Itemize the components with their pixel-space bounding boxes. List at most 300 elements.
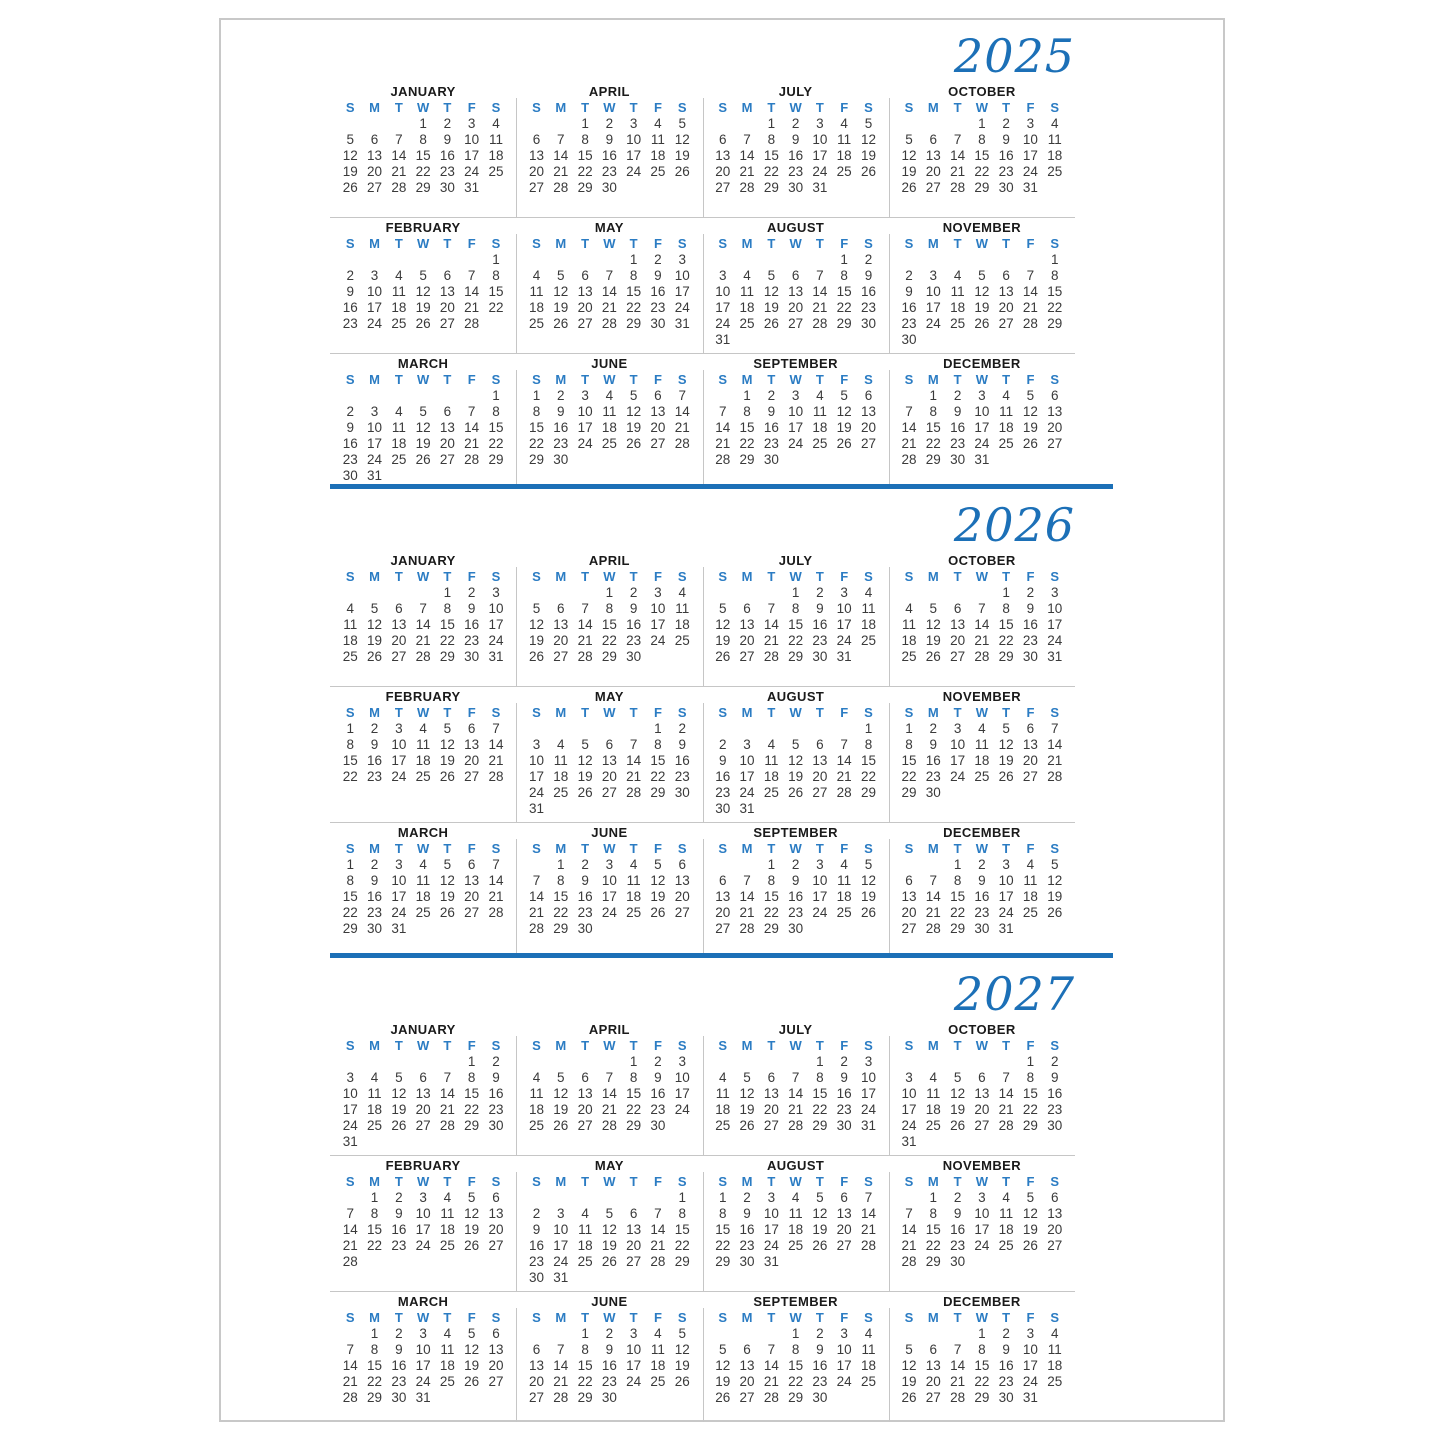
day-cell: 5	[905, 132, 913, 147]
day-cell: 30	[1022, 649, 1038, 664]
day-cell: 3	[419, 1190, 427, 1205]
day-cell: 10	[367, 284, 383, 299]
day-cell: 5	[605, 1206, 614, 1221]
weekday-letter: S	[864, 1038, 873, 1053]
month-2025-april	[516, 82, 702, 217]
weekday-letter: W	[789, 1310, 802, 1325]
day-cell: 27	[577, 316, 593, 331]
day-cell: 16	[860, 284, 876, 299]
empty-cell	[549, 252, 573, 268]
month-grid	[897, 1310, 1067, 1406]
weekday-letter: T	[953, 705, 962, 720]
day-cell: 12	[626, 404, 642, 419]
day-cell: 5	[443, 721, 452, 736]
weekday-letter: T	[394, 100, 403, 115]
day-cell: 25	[439, 1238, 455, 1253]
weekday-letter: F	[840, 100, 849, 115]
day-cell: 6	[905, 873, 913, 888]
day-cell: 17	[739, 769, 755, 784]
day-cell: 12	[715, 1358, 731, 1373]
day-cell: 7	[905, 404, 913, 419]
day-cell: 1	[767, 116, 776, 131]
day-cell: 21	[650, 1238, 666, 1253]
day-cell: 6	[467, 721, 476, 736]
day-cell: 23	[788, 164, 804, 179]
day-cell: 19	[553, 1102, 569, 1117]
day-cell: 15	[674, 1222, 690, 1237]
day-cell: 11	[861, 1342, 876, 1357]
day-cell: 30	[367, 921, 383, 936]
empty-cell	[759, 1326, 783, 1342]
weekday-letter: W	[789, 569, 802, 584]
empty-cell	[921, 1326, 945, 1342]
empty-cell	[524, 1326, 548, 1342]
day-cell: 10	[836, 1342, 852, 1357]
day-cell: 24	[464, 164, 480, 179]
day-cell: 26	[650, 905, 666, 920]
day-cell: 8	[864, 737, 873, 752]
day-cell: 2	[929, 721, 938, 736]
day-cell: 24	[626, 1374, 642, 1389]
day-cell: 15	[763, 148, 779, 163]
day-cell: 20	[788, 300, 804, 315]
weekday-letter: M	[369, 841, 380, 856]
weekday-letter: W	[416, 1174, 430, 1189]
day-cell: 6	[1050, 388, 1059, 403]
empty-cell	[970, 585, 994, 601]
day-cell: 28	[812, 316, 828, 331]
day-cell: 7	[605, 1070, 614, 1085]
day-cell: 31	[674, 316, 690, 331]
day-cell: 23	[488, 1102, 504, 1117]
months-row-2	[330, 1156, 1075, 1292]
day-cell: 3	[719, 268, 727, 283]
day-cell: 24	[950, 769, 966, 784]
day-cell: 2	[905, 268, 913, 283]
day-cell: 16	[342, 300, 358, 315]
empty-cell	[897, 116, 921, 132]
day-cell: 14	[626, 753, 642, 768]
month-grid	[711, 1174, 881, 1270]
weekday-letter: S	[491, 1310, 501, 1325]
day-cell: 3	[557, 1206, 565, 1221]
day-cell: 29	[674, 1254, 690, 1269]
month-2027-december	[889, 1292, 1075, 1422]
empty-cell	[921, 1054, 945, 1070]
day-cell: 10	[674, 268, 690, 283]
empty-cell	[460, 252, 484, 268]
day-cell: 4	[929, 1070, 938, 1085]
day-cell: 29	[739, 452, 755, 467]
month-title: JANUARY	[390, 84, 456, 99]
day-cell: 18	[715, 1102, 731, 1117]
weekday-letter: F	[840, 841, 849, 856]
day-cell: 1	[791, 585, 800, 600]
day-cell: 9	[605, 1342, 614, 1357]
weekday-letter: T	[953, 372, 962, 387]
day-cell: 3	[370, 268, 379, 283]
day-cell: 4	[654, 1326, 662, 1341]
day-cell: 29	[1047, 316, 1063, 331]
day-cell: 2	[816, 585, 824, 600]
weekday-letter: W	[975, 372, 988, 387]
day-cell: 9	[816, 1342, 824, 1357]
day-cell: 19	[626, 420, 642, 435]
day-cell: 15	[367, 1358, 383, 1373]
day-cell: 1	[678, 1190, 686, 1205]
day-cell: 17	[391, 753, 407, 768]
month-title: JUNE	[591, 1294, 628, 1309]
day-cell: 20	[1047, 1222, 1063, 1237]
empty-cell	[338, 1054, 362, 1070]
weekday-letter: F	[840, 1174, 849, 1189]
day-cell: 27	[391, 649, 407, 664]
day-cell: 19	[342, 164, 358, 179]
weekday-letter: T	[767, 1310, 776, 1325]
day-cell: 20	[439, 300, 455, 315]
weekday-letter: T	[815, 1310, 824, 1325]
month-2027-april	[516, 1020, 702, 1155]
weekday-letter: F	[840, 705, 849, 720]
weekday-letter: S	[532, 841, 541, 856]
day-cell: 27	[950, 649, 966, 664]
day-cell: 19	[674, 1358, 690, 1373]
day-cell: 31	[974, 452, 990, 467]
day-cell: 29	[715, 1254, 731, 1269]
day-cell: 6	[743, 601, 751, 616]
day-cell: 28	[342, 1390, 358, 1405]
day-cell: 22	[650, 769, 666, 784]
weekday-letter: T	[815, 569, 824, 584]
day-cell: 29	[577, 180, 593, 195]
day-cell: 28	[464, 316, 480, 331]
weekday-letter: F	[1026, 1174, 1035, 1189]
weekday-letter: T	[581, 1038, 590, 1053]
day-cell: 21	[739, 905, 755, 920]
empty-cell	[573, 585, 597, 601]
weekday-letter: W	[603, 100, 616, 115]
day-cell: 11	[715, 1086, 730, 1101]
day-cell: 9	[654, 268, 662, 283]
day-cell: 28	[464, 452, 480, 467]
weekday-letter: S	[677, 236, 687, 251]
month-2025-june	[516, 354, 702, 484]
day-cell: 16	[391, 1222, 407, 1237]
empty-cell	[897, 388, 921, 404]
empty-cell	[387, 585, 411, 601]
day-cell: 5	[816, 1190, 824, 1205]
day-cell: 9	[1002, 132, 1010, 147]
day-cell: 18	[342, 633, 358, 648]
day-cell: 27	[464, 905, 480, 920]
month-title: MAY	[594, 689, 624, 704]
day-cell: 30	[601, 1390, 617, 1405]
day-cell: 27	[415, 1118, 431, 1133]
weekday-letter: S	[677, 1174, 687, 1189]
day-cell: 24	[925, 316, 941, 331]
empty-cell	[711, 116, 735, 132]
day-cell: 15	[788, 1358, 804, 1373]
day-cell: 1	[905, 721, 913, 736]
day-cell: 16	[974, 889, 990, 904]
weekday-letter: M	[555, 372, 567, 387]
month-grid	[897, 372, 1067, 468]
day-cell: 19	[715, 633, 731, 648]
weekday-letter: F	[653, 841, 662, 856]
day-cell: 18	[1047, 1358, 1063, 1373]
day-cell: 17	[415, 1222, 431, 1237]
day-cell: 9	[346, 420, 355, 435]
day-cell: 15	[1022, 1086, 1038, 1101]
weekday-letter: W	[416, 236, 430, 251]
day-cell: 5	[1050, 857, 1059, 872]
day-cell: 27	[715, 921, 731, 936]
day-cell: 30	[788, 180, 804, 195]
empty-cell	[970, 252, 994, 268]
day-cell: 12	[1022, 1206, 1038, 1221]
day-cell: 28	[415, 649, 431, 664]
weekday-letter: S	[677, 569, 687, 584]
empty-cell	[362, 116, 386, 132]
day-cell: 30	[836, 1118, 852, 1133]
day-cell: 10	[529, 753, 545, 768]
month-title: DECEMBER	[943, 356, 1021, 371]
day-cell: 28	[763, 1390, 779, 1405]
weekday-letter: S	[1050, 1038, 1060, 1053]
weekday-letter: W	[975, 100, 988, 115]
day-cell: 1	[791, 1326, 800, 1341]
day-cell: 1	[467, 1054, 476, 1069]
day-cell: 7	[678, 388, 686, 403]
day-cell: 9	[929, 737, 938, 752]
day-cell: 27	[901, 921, 917, 936]
day-cell: 18	[998, 1222, 1014, 1237]
weekday-letter: S	[345, 236, 355, 251]
weekday-letter: T	[629, 841, 638, 856]
empty-cell	[597, 721, 621, 737]
day-cell: 9	[953, 1206, 962, 1221]
month-grid	[711, 569, 881, 665]
months-row-2	[330, 218, 1075, 354]
day-cell: 24	[650, 633, 666, 648]
day-cell: 23	[739, 1238, 755, 1253]
day-cell: 26	[415, 452, 431, 467]
day-cell: 27	[974, 1118, 990, 1133]
day-cell: 11	[578, 1222, 593, 1237]
day-cell: 1	[629, 252, 638, 267]
day-cell: 24	[391, 905, 407, 920]
day-cell: 26	[836, 436, 852, 451]
weekday-letter: F	[840, 236, 849, 251]
day-cell: 28	[1022, 316, 1038, 331]
day-cell: 5	[346, 132, 355, 147]
weekday-letter: T	[815, 1174, 824, 1189]
day-cell: 15	[439, 617, 455, 632]
day-cell: 22	[529, 436, 545, 451]
weekday-letter: S	[864, 841, 873, 856]
empty-cell	[362, 585, 386, 601]
day-cell: 30	[950, 452, 966, 467]
day-cell: 14	[488, 737, 504, 752]
day-cell: 20	[529, 164, 545, 179]
day-cell: 19	[860, 889, 876, 904]
day-cell: 3	[791, 388, 800, 403]
day-cell: 6	[532, 132, 541, 147]
month-2026-september	[703, 823, 889, 953]
day-cell: 15	[1047, 284, 1063, 299]
month-grid	[524, 841, 694, 937]
day-cell: 30	[601, 180, 617, 195]
day-cell: 4	[395, 404, 403, 419]
empty-cell	[338, 116, 362, 132]
day-cell: 10	[601, 873, 617, 888]
day-cell: 27	[1022, 769, 1038, 784]
day-cell: 25	[601, 436, 617, 451]
month-title: FEBRUARY	[385, 1158, 461, 1173]
day-cell: 18	[836, 148, 852, 163]
day-cell: 29	[464, 1118, 480, 1133]
weekday-letter: F	[1026, 1038, 1035, 1053]
day-cell: 19	[998, 753, 1014, 768]
empty-cell	[711, 1326, 735, 1342]
day-cell: 29	[439, 649, 455, 664]
day-cell: 23	[788, 905, 804, 920]
day-cell: 14	[464, 284, 480, 299]
day-cell: 19	[464, 1222, 480, 1237]
weekday-letter: T	[815, 100, 824, 115]
day-cell: 24	[367, 452, 383, 467]
day-cell: 28	[650, 1254, 666, 1269]
day-cell: 27	[836, 1238, 852, 1253]
day-cell: 18	[950, 300, 966, 315]
day-cell: 29	[626, 1118, 642, 1133]
month-2027-november	[889, 1156, 1075, 1291]
day-cell: 23	[860, 300, 876, 315]
day-cell: 8	[678, 1206, 686, 1221]
day-cell: 8	[1026, 1070, 1035, 1085]
month-title: MARCH	[397, 1294, 449, 1309]
day-cell: 4	[978, 721, 986, 736]
day-cell: 20	[739, 633, 755, 648]
empty-cell	[387, 1054, 411, 1070]
day-cell: 16	[998, 148, 1014, 163]
day-cell: 24	[601, 905, 617, 920]
day-cell: 4	[678, 585, 686, 600]
day-cell: 25	[650, 164, 666, 179]
weekday-letter: T	[1002, 1310, 1011, 1325]
day-cell: 15	[860, 753, 876, 768]
weekday-letter: T	[953, 1174, 962, 1189]
month-2025-may	[516, 218, 702, 353]
day-cell: 6	[492, 1326, 500, 1341]
day-cell: 6	[492, 1190, 500, 1205]
day-cell: 3	[532, 737, 541, 752]
month-grid	[524, 372, 694, 468]
month-title: NOVEMBER	[942, 220, 1022, 235]
day-cell: 31	[715, 332, 731, 347]
day-cell: 18	[415, 753, 431, 768]
day-cell: 29	[998, 649, 1014, 664]
day-cell: 14	[901, 1222, 917, 1237]
weekday-letter: S	[864, 569, 873, 584]
day-cell: 24	[974, 1238, 990, 1253]
day-cell: 17	[367, 300, 383, 315]
day-cell: 25	[529, 316, 545, 331]
day-cell: 10	[415, 1206, 431, 1221]
day-cell: 25	[391, 452, 407, 467]
day-cell: 13	[998, 284, 1014, 299]
year-heading: 2026	[953, 498, 1075, 553]
day-cell: 22	[415, 164, 431, 179]
day-cell: 9	[370, 873, 379, 888]
day-cell: 26	[553, 1118, 569, 1133]
day-cell: 8	[605, 601, 614, 616]
empty-cell	[524, 1054, 548, 1070]
day-cell: 12	[464, 1342, 480, 1357]
day-cell: 1	[719, 1190, 727, 1205]
day-cell: 3	[929, 268, 938, 283]
empty-cell	[759, 585, 783, 601]
day-cell: 27	[577, 1118, 593, 1133]
day-cell: 10	[739, 753, 755, 768]
day-cell: 10	[925, 284, 941, 299]
day-cell: 9	[370, 737, 379, 752]
day-cell: 21	[925, 905, 941, 920]
day-cell: 21	[488, 753, 504, 768]
day-cell: 30	[1047, 1118, 1063, 1133]
weekday-letter: T	[767, 705, 776, 720]
day-cell: 20	[626, 1238, 642, 1253]
weekday-letter: W	[603, 841, 616, 856]
weekday-letter: S	[718, 705, 728, 720]
weekday-letter: S	[1050, 569, 1060, 584]
day-cell: 20	[488, 1358, 504, 1373]
day-cell: 7	[467, 404, 476, 419]
day-cell: 24	[998, 905, 1014, 920]
day-cell: 5	[1026, 388, 1035, 403]
day-cell: 11	[837, 132, 852, 147]
day-cell: 15	[763, 889, 779, 904]
day-cell: 21	[488, 889, 504, 904]
day-cell: 16	[998, 1358, 1014, 1373]
weekday-letter: M	[927, 236, 939, 251]
weekday-letter: T	[1002, 569, 1011, 584]
weekday-letter: S	[718, 569, 728, 584]
day-cell: 3	[629, 1326, 638, 1341]
month-grid	[524, 1310, 694, 1406]
day-cell: 11	[343, 617, 358, 632]
month-2025-august	[703, 218, 889, 353]
day-cell: 21	[415, 633, 431, 648]
day-cell: 31	[739, 801, 755, 816]
day-cell: 24	[391, 769, 407, 784]
weekday-letter: W	[789, 1174, 802, 1189]
day-cell: 10	[391, 737, 407, 752]
empty-cell	[921, 252, 945, 268]
weekday-letter: S	[718, 1310, 728, 1325]
day-cell: 27	[715, 180, 731, 195]
day-cell: 10	[788, 404, 804, 419]
day-cell: 4	[581, 1206, 589, 1221]
weekday-letter: T	[1002, 1174, 1011, 1189]
weekday-letter: S	[532, 1038, 541, 1053]
month-grid	[897, 841, 1067, 937]
day-cell: 2	[719, 737, 727, 752]
day-cell: 11	[740, 284, 755, 299]
day-cell: 14	[415, 617, 431, 632]
weekday-letter: S	[532, 236, 541, 251]
day-cell: 25	[529, 1118, 545, 1133]
